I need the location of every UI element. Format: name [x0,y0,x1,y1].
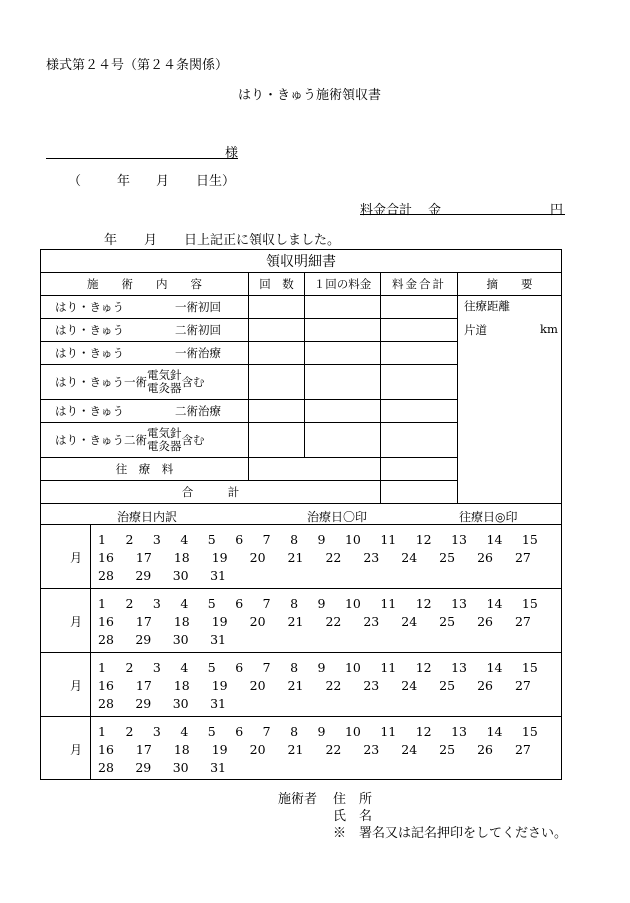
practitioner-address-label: 住 所 [333,792,373,807]
day-number[interactable]: 6 [235,724,244,739]
day-number[interactable]: 24 [401,614,418,629]
day-number[interactable]: 17 [135,742,152,757]
table-row [41,296,562,319]
count-cell[interactable] [249,342,305,365]
day-number[interactable]: 20 [249,742,266,757]
unit-fee-cell[interactable] [305,400,381,423]
day-number[interactable]: 2 [125,724,134,739]
day-number[interactable]: 3 [152,532,161,547]
day-number[interactable]: 18 [173,742,190,757]
day-number[interactable]: 7 [262,596,271,611]
day-number[interactable]: 21 [287,614,304,629]
day-number[interactable]: 8 [290,660,299,675]
day-number[interactable]: 16 [98,614,114,629]
day-number[interactable]: 20 [249,678,266,693]
day-number[interactable]: 10 [344,532,361,547]
day-number[interactable]: 11 [380,532,397,547]
days-row [98,696,226,711]
day-number[interactable]: 24 [401,742,418,757]
day-number[interactable]: 23 [363,550,380,565]
fee-cell[interactable] [381,400,458,423]
day-number[interactable]: 2 [125,660,134,675]
fee-total-underline[interactable] [360,214,565,215]
day-number[interactable]: 27 [514,550,531,565]
day-number[interactable]: 11 [380,596,397,611]
day-number[interactable]: 18 [173,550,190,565]
practitioner-name-label: 氏 名 [333,809,373,824]
fee-total-label: 料金合計 [360,203,413,218]
day-number[interactable]: 23 [363,742,380,757]
day-number[interactable]: 22 [325,678,342,693]
day-number[interactable]: 10 [344,596,361,611]
days-row [98,760,226,775]
count-cell[interactable] [249,319,305,342]
day-number[interactable]: 27 [514,614,531,629]
remarks-distance: 往療距離 [464,299,510,313]
days-row [98,614,531,629]
day-number[interactable]: 8 [290,532,299,547]
row-label: はり・きゅう [55,300,124,314]
row-includes: 含む [181,375,205,389]
day-number[interactable]: 5 [207,596,216,611]
days-row [98,742,531,757]
goukei-label: 合 計 [41,481,381,504]
birth-day-label: 日生） [196,174,236,189]
unit-fee-cell[interactable] [305,423,381,458]
birth-year-label: 年 [117,174,131,189]
row-sub: 一術治療 [175,346,221,360]
unit-fee-cell[interactable] [305,319,381,342]
fee-cell[interactable] [381,342,458,365]
day-number[interactable]: 6 [235,532,244,547]
day-number[interactable]: 18 [173,678,190,693]
day-number[interactable]: 30 [172,696,189,711]
fee-total-yen: 円 [550,203,564,218]
count-cell[interactable] [249,400,305,423]
header-remarks: 摘 要 [458,273,562,296]
day-number[interactable]: 18 [173,614,190,629]
day-number[interactable]: 14 [486,724,503,739]
day-number[interactable]: 17 [135,550,152,565]
day-number[interactable]: 9 [317,660,326,675]
day-number[interactable]: 13 [451,532,468,547]
day-number[interactable]: 9 [317,532,326,547]
header-fee-total: 料金合計 [381,273,458,296]
day-number[interactable]: 23 [363,678,380,693]
day-number[interactable]: 31 [210,696,226,711]
day-number[interactable]: 3 [152,724,161,739]
fee-cell[interactable] [381,365,458,400]
day-number[interactable]: 20 [249,614,266,629]
day-number[interactable]: 27 [514,678,531,693]
day-number[interactable]: 29 [135,696,152,711]
day-number[interactable]: 3 [152,596,161,611]
recipient-sama: 様 [225,146,239,161]
day-number[interactable]: 5 [207,660,216,675]
header-content: 施 術 内 容 [41,273,249,296]
day-number[interactable]: 25 [439,742,456,757]
unit-fee-cell[interactable] [305,296,381,319]
day-number[interactable]: 15 [521,724,538,739]
day-number[interactable]: 26 [477,742,493,757]
days-header-left: 治療日内訳 [117,510,178,524]
recipient-name-line[interactable] [46,158,238,159]
days-row [98,596,538,611]
header-unit-fee: １回の料金 [305,273,381,296]
receipt-text: 日上記正に領収しました。 [184,233,341,248]
day-number[interactable]: 29 [135,632,152,647]
day-number[interactable]: 16 [98,742,114,757]
day-number[interactable]: 28 [98,632,114,647]
day-number[interactable]: 1 [98,596,106,611]
day-number[interactable]: 12 [415,724,432,739]
day-number[interactable]: 14 [486,596,503,611]
day-number[interactable]: 11 [380,724,397,739]
day-number[interactable]: 28 [98,568,114,583]
day-number[interactable]: 22 [325,742,342,757]
days-header-right: 往療日◎印 [459,510,518,524]
month-block-divider [40,652,561,653]
day-number[interactable]: 13 [451,596,468,611]
month-label: 月 [70,615,83,629]
day-number[interactable]: 8 [290,596,299,611]
count-cell[interactable] [249,365,305,400]
month-block-divider [40,716,561,717]
fee-total-kin: 金 [428,203,442,218]
receipt-year-label: 年 [104,233,118,248]
day-number[interactable]: 5 [207,532,216,547]
row-sub: 一術初回 [175,300,221,314]
fee-cell[interactable] [381,296,458,319]
day-number[interactable]: 25 [439,550,456,565]
fee-cell[interactable] [381,319,458,342]
day-number[interactable]: 13 [451,660,468,675]
day-number[interactable]: 10 [344,724,361,739]
day-number[interactable]: 23 [363,614,380,629]
birth-month-label: 月 [156,174,170,189]
day-number[interactable]: 14 [486,532,503,547]
day-number[interactable]: 2 [125,532,134,547]
unit-fee-cell[interactable] [305,365,381,400]
ourai-count-cell[interactable] [249,458,381,481]
days-row [98,660,538,675]
day-number[interactable]: 22 [325,550,342,565]
day-number[interactable]: 21 [287,678,304,693]
day-number[interactable]: 1 [98,724,106,739]
day-number[interactable]: 26 [477,678,493,693]
form-id: 様式第２４号（第２４条関係） [46,58,229,73]
day-number[interactable]: 4 [180,596,189,611]
days-row [98,724,538,739]
day-number[interactable]: 28 [98,760,114,775]
ourai-label: 往 療 料 [41,458,249,481]
remarks-km: km [540,322,558,336]
day-number[interactable]: 30 [172,760,189,775]
day-number[interactable]: 6 [235,596,244,611]
remarks-cell[interactable] [458,296,562,504]
remarks-one-way: 片道 [464,323,487,337]
days-row [98,632,226,647]
day-number[interactable]: 24 [401,678,418,693]
day-number[interactable]: 25 [439,614,456,629]
day-number[interactable]: 30 [172,568,189,583]
day-number[interactable]: 12 [415,532,432,547]
month-label: 月 [70,679,83,693]
day-number[interactable]: 12 [415,596,432,611]
month-label: 月 [70,551,83,565]
birth-open-paren: （ [68,174,82,189]
day-number[interactable]: 27 [514,742,531,757]
day-number[interactable]: 25 [439,678,456,693]
day-number[interactable]: 4 [180,532,189,547]
row-stack: 電気針 電灸器 [147,368,182,395]
row-label: はり・きゅう [55,323,124,337]
day-number[interactable]: 9 [317,724,326,739]
fee-cell[interactable] [381,458,458,481]
row-label: はり・きゅう [55,346,124,360]
day-number[interactable]: 31 [210,760,226,775]
day-number[interactable]: 24 [401,550,418,565]
days-row [98,568,226,583]
day-number[interactable]: 7 [262,532,271,547]
day-number[interactable]: 16 [98,550,114,565]
document-title: はり・きゅう施術領収書 [238,88,382,103]
day-number[interactable]: 16 [98,678,114,693]
unit-fee-cell[interactable] [305,342,381,365]
day-number[interactable]: 4 [180,724,189,739]
row-label: はり・きゅう一術 [55,375,147,389]
day-number[interactable]: 6 [235,660,244,675]
day-number[interactable]: 19 [211,614,228,629]
day-number[interactable]: 15 [521,532,538,547]
days-row [98,678,531,693]
count-cell[interactable] [249,296,305,319]
day-number[interactable]: 31 [210,632,226,647]
receipt-detail-table [40,249,562,504]
signature-note: ※ 署名又は記名押印をしてください。 [333,826,568,841]
detail-title: 領収明細書 [41,250,562,273]
day-number[interactable]: 15 [521,660,538,675]
row-label: はり・きゅう [55,404,124,418]
day-number[interactable]: 13 [451,724,468,739]
month-label: 月 [70,743,83,757]
day-number[interactable]: 21 [287,742,304,757]
day-number[interactable]: 17 [135,678,152,693]
day-number[interactable]: 7 [262,660,271,675]
day-number[interactable]: 17 [135,614,152,629]
day-number[interactable]: 26 [477,614,493,629]
row-stack: 電気針 電灸器 [147,426,182,453]
day-number[interactable]: 20 [249,550,266,565]
day-number[interactable]: 29 [135,760,152,775]
row-label: はり・きゅう二術 [55,433,147,447]
day-number[interactable]: 9 [317,596,326,611]
day-number[interactable]: 31 [210,568,226,583]
day-number[interactable]: 30 [172,632,189,647]
day-number[interactable]: 3 [152,660,161,675]
day-number[interactable]: 4 [180,660,189,675]
day-number[interactable]: 2 [125,596,134,611]
day-number[interactable]: 26 [477,550,493,565]
day-number[interactable]: 1 [98,532,106,547]
day-number[interactable]: 11 [380,660,397,675]
day-number[interactable]: 19 [211,678,228,693]
day-number[interactable]: 14 [486,660,503,675]
month-block-divider [40,588,561,589]
days-row [98,550,531,565]
header-count: 回 数 [249,273,305,296]
fee-cell[interactable] [381,423,458,458]
day-number[interactable]: 19 [211,550,228,565]
count-cell[interactable] [249,423,305,458]
day-number[interactable]: 29 [135,568,152,583]
day-number[interactable]: 21 [287,550,304,565]
days-header-mid: 治療日〇印 [307,510,368,524]
day-number[interactable]: 10 [344,660,361,675]
day-number[interactable]: 22 [325,614,342,629]
row-sub: 二術治療 [175,404,221,418]
practitioner-label: 施術者 [278,792,318,807]
row-includes: 含む [181,433,205,447]
row-sub: 二術初回 [175,323,221,337]
day-number[interactable]: 8 [290,724,299,739]
day-number[interactable]: 15 [521,596,538,611]
day-number[interactable]: 12 [415,660,432,675]
day-number[interactable]: 1 [98,660,106,675]
day-number[interactable]: 19 [211,742,228,757]
receipt-month-label: 月 [144,233,158,248]
days-row [98,532,538,547]
row-content [41,296,249,319]
day-number[interactable]: 7 [262,724,271,739]
day-number[interactable]: 28 [98,696,114,711]
days-header-divider [40,524,561,525]
day-number[interactable]: 5 [207,724,216,739]
